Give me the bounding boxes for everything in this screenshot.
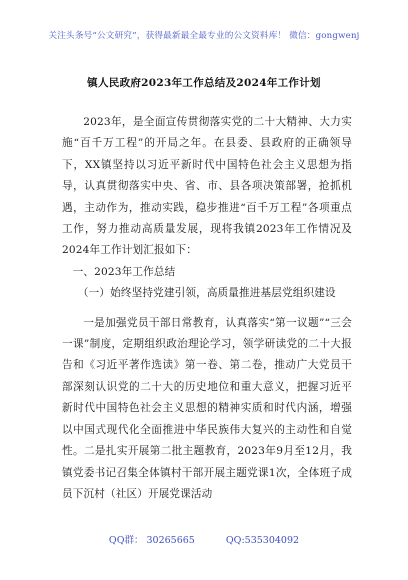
document-title: 镇人民政府2023年工作总结及2024年工作计划 [87,77,321,89]
section-heading: 一、2023年工作总结 [72,265,176,278]
document-body [62,112,352,505]
subsection-heading: （一）始终坚持党建引领，高质量推进基层党组织建设 [77,287,336,300]
qq-text: QQ:535304092 [225,535,300,546]
contact-footer [0,532,408,546]
intro-paragraph: 2023年，是全面宣传贯彻落实党的二十大精神、大力实施“百千万工程”的开局之年。在县委、县政府的正确领导下，XX镇坚持以习近平新时代中国特色社会主义思想为指导，认真贯彻落实中央、省、市、县各项决策部署，抢抓机遇，主动作为，推动实践，稳步推进“百千万工程”各项重点工作，努力推动高质量发展，现将我镇2023年工作情况及2024年工作计划汇报如下： [62,116,352,257]
qq-group-text: QQ群： 30265665 [108,535,195,546]
source-banner: 关注头条号“公文研究”，获得最新最全最专业的公文资料库！ 微信：gongwenj [48,31,360,41]
body-paragraph: 一是加强党员干部日常教育，认真落实“第一议题”“三会一课”制度，定期组织政治理论学习，领学研读党的二十大报告和《习近平著作选读》第一卷、第二卷，推动广大党员干部深刻认识党的二十大的历史地位和重大意义，把握习近平新时代中国特色社会主义思想的精神实质和时代内涵，增强以中国式现代化全面推进中华民族伟大复兴的主动性和自觉性。二是扎实开展第二批主题教育，2023年9月至12月，我镇党委书记召集全体镇村干部开展主题党课1次，全体班子成员下沉村（社区）开展党课活动 [62,316,352,500]
